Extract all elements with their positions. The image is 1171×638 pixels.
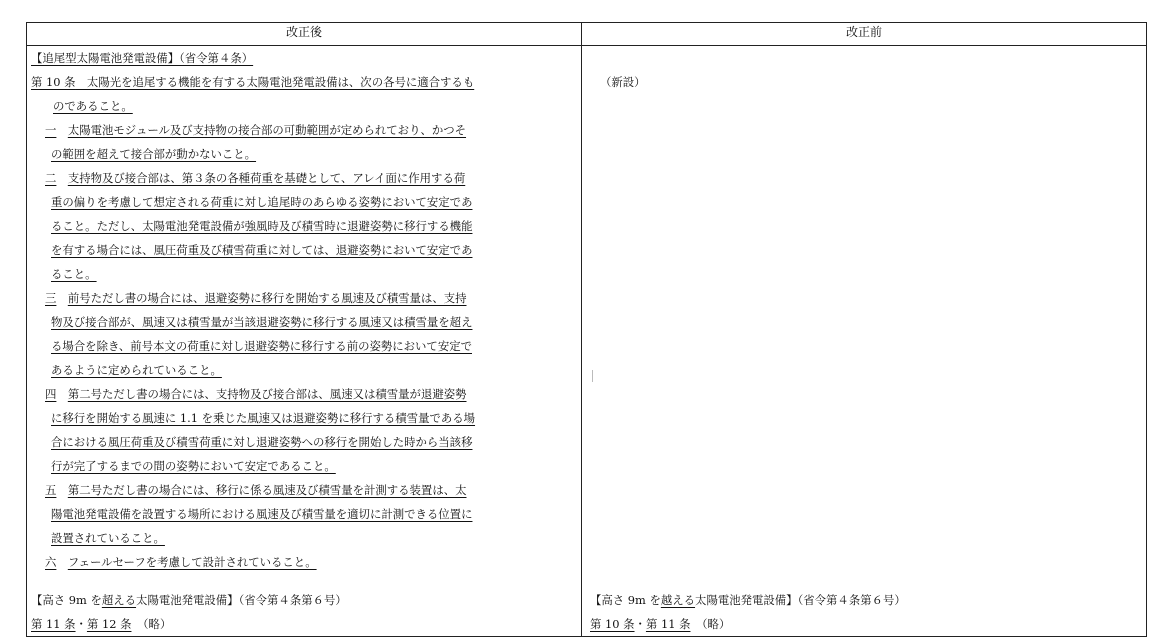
item-number: 二: [45, 171, 57, 185]
article-10-line-1: 第 10 条 太陽光を追尾する機能を有する太陽電池発電設備は、次の各号に適合するも: [31, 75, 475, 89]
item-line: を有する場合には、風圧荷重及び積雪荷重に対しては、退避姿勢において安定であ: [51, 243, 473, 257]
item-line: に移行を開始する風速に 1.1 を乗じた風速又は退避姿勢に移行する積雪量である場: [51, 411, 476, 425]
item-line: 六 フェールセーフを考慮して設計されていること。: [45, 555, 317, 569]
after-column: [27, 46, 582, 637]
item-line: 二 支持物及び接合部は、第３条の各種荷重を基礎として、アレイ面に作用する荷: [45, 171, 466, 185]
item-number: 六: [45, 555, 57, 569]
article-10-line-2: のであること。: [53, 99, 133, 113]
after-heading-2: 【高さ 9m を超える太陽電池発電設備】（省令第４条第６号）: [31, 593, 347, 607]
header-after: 改正後: [27, 23, 582, 46]
comparison-table: [26, 22, 1147, 637]
item-line: ること。: [51, 267, 97, 281]
after-heading: 【追尾型太陽電池発電設備】（省令第４条）: [31, 51, 254, 65]
before-footer-articles: 第 10 条・第 11 条 （略）: [590, 617, 731, 631]
before-new-note: （新設）: [600, 75, 646, 89]
item-line: 重の偏りを考慮して想定される荷重に対し追尾時のあらゆる姿勢において安定であ: [51, 195, 473, 209]
header-before: 改正前: [582, 23, 1147, 46]
before-column: [582, 46, 1147, 637]
item-line: 合における風圧荷重及び積雪荷重に対し退避姿勢への移行を開始した時から当該移: [51, 435, 473, 449]
item-line: の範囲を超えて接合部が動かないこと。: [51, 147, 257, 161]
item-line: 四 第二号ただし書の場合には、支持物及び接合部は、風速又は積雪量が退避姿勢: [45, 387, 467, 401]
article-10-item: [27, 478, 581, 550]
item-line: 設置されていること。: [51, 531, 165, 545]
article-10-item: [27, 166, 581, 286]
item-line: 物及び接合部が、風速又は積雪量が当該退避姿勢に移行する風速又は積雪量を超え: [51, 315, 473, 329]
article-10-label: 第 10 条: [31, 75, 76, 89]
item-number: 四: [45, 387, 57, 401]
item-number: 一: [45, 123, 57, 137]
article-10-item: [27, 118, 581, 166]
article-10-item: [27, 382, 581, 478]
before-heading-2: 【高さ 9m を越える太陽電池発電設備】（省令第４条第６号）: [590, 593, 906, 607]
item-line: 行が完了するまでの間の姿勢において安定であること。: [51, 459, 336, 473]
item-line: ること。ただし、太陽電池発電設備が強風時及び積雪時に退避姿勢に移行する機能: [51, 219, 473, 233]
item-line: る場合を除き、前号本文の荷重に対し退避姿勢に移行する前の姿勢において安定で: [51, 339, 472, 353]
item-line: 一 太陽電池モジュール及び支持物の接合部の可動範囲が定められており、かつそ: [45, 123, 467, 137]
item-number: 三: [45, 291, 57, 305]
item-line: 五 第二号ただし書の場合には、移行に係る風速及び積雪量を計測する装置は、太: [45, 483, 467, 497]
item-number: 五: [45, 483, 57, 497]
article-10-item: [27, 550, 581, 574]
article-10-item: [27, 286, 581, 382]
after-footer-articles: 第 11 条・第 12 条 （略）: [31, 617, 172, 631]
item-line: 陽電池発電設備を設置する場所における風速及び積雪量を適切に計測できる位置に: [51, 507, 473, 521]
item-line: 三 前号ただし書の場合には、退避姿勢に移行を開始する風速及び積雪量は、支持: [45, 291, 467, 305]
stray-mark: [592, 370, 593, 382]
article-10-items: [27, 118, 581, 574]
item-line: あるように定められていること。: [51, 363, 222, 377]
